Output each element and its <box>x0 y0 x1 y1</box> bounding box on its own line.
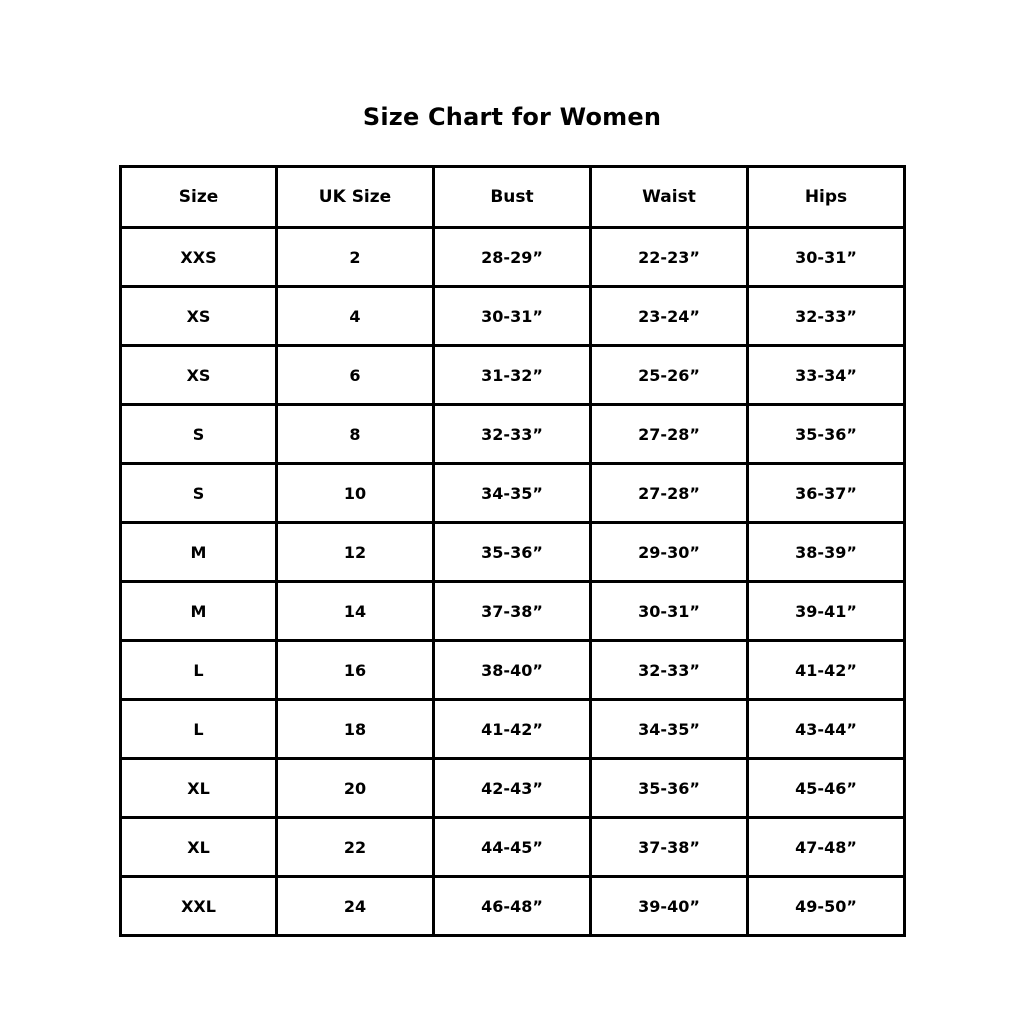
cell-bust: 46-48” <box>434 877 591 936</box>
cell-bust: 32-33” <box>434 405 591 464</box>
cell-uk-size: 12 <box>277 523 434 582</box>
cell-waist: 39-40” <box>591 877 748 936</box>
cell-waist: 37-38” <box>591 818 748 877</box>
size-chart-table <box>119 165 906 937</box>
cell-uk-size: 10 <box>277 464 434 523</box>
column-header-uk-size: UK Size <box>277 167 434 228</box>
cell-bust: 31-32” <box>434 346 591 405</box>
table-body <box>121 228 905 936</box>
cell-waist: 23-24” <box>591 287 748 346</box>
cell-hips: 41-42” <box>748 641 905 700</box>
cell-bust: 37-38” <box>434 582 591 641</box>
table-row <box>121 582 905 641</box>
cell-size: S <box>121 464 277 523</box>
cell-size: XL <box>121 759 277 818</box>
column-header-waist: Waist <box>591 167 748 228</box>
table-header-row <box>121 167 905 228</box>
cell-waist: 22-23” <box>591 228 748 287</box>
cell-uk-size: 4 <box>277 287 434 346</box>
cell-bust: 38-40” <box>434 641 591 700</box>
table-row <box>121 346 905 405</box>
table-row <box>121 287 905 346</box>
cell-waist: 30-31” <box>591 582 748 641</box>
cell-hips: 43-44” <box>748 700 905 759</box>
cell-uk-size: 22 <box>277 818 434 877</box>
cell-uk-size: 24 <box>277 877 434 936</box>
cell-size: S <box>121 405 277 464</box>
column-header-bust: Bust <box>434 167 591 228</box>
cell-waist: 34-35” <box>591 700 748 759</box>
cell-uk-size: 18 <box>277 700 434 759</box>
cell-bust: 44-45” <box>434 818 591 877</box>
cell-hips: 38-39” <box>748 523 905 582</box>
cell-waist: 32-33” <box>591 641 748 700</box>
cell-uk-size: 6 <box>277 346 434 405</box>
cell-hips: 33-34” <box>748 346 905 405</box>
table-header <box>121 167 905 228</box>
table-row <box>121 228 905 287</box>
cell-waist: 25-26” <box>591 346 748 405</box>
cell-hips: 45-46” <box>748 759 905 818</box>
table-row <box>121 700 905 759</box>
cell-bust: 34-35” <box>434 464 591 523</box>
cell-hips: 47-48” <box>748 818 905 877</box>
cell-size: L <box>121 641 277 700</box>
table-row <box>121 464 905 523</box>
cell-waist: 27-28” <box>591 405 748 464</box>
cell-size: L <box>121 700 277 759</box>
cell-size: XXS <box>121 228 277 287</box>
cell-bust: 30-31” <box>434 287 591 346</box>
cell-hips: 32-33” <box>748 287 905 346</box>
cell-uk-size: 16 <box>277 641 434 700</box>
cell-uk-size: 8 <box>277 405 434 464</box>
cell-size: XS <box>121 287 277 346</box>
cell-uk-size: 20 <box>277 759 434 818</box>
cell-uk-size: 14 <box>277 582 434 641</box>
cell-bust: 42-43” <box>434 759 591 818</box>
cell-hips: 35-36” <box>748 405 905 464</box>
cell-waist: 27-28” <box>591 464 748 523</box>
cell-size: XXL <box>121 877 277 936</box>
page-title: Size Chart for Women <box>362 103 662 131</box>
cell-size: XL <box>121 818 277 877</box>
cell-size: M <box>121 523 277 582</box>
table-row <box>121 523 905 582</box>
cell-size: XS <box>121 346 277 405</box>
cell-bust: 35-36” <box>434 523 591 582</box>
table-row <box>121 818 905 877</box>
cell-hips: 39-41” <box>748 582 905 641</box>
cell-bust: 28-29” <box>434 228 591 287</box>
cell-waist: 29-30” <box>591 523 748 582</box>
cell-hips: 49-50” <box>748 877 905 936</box>
table-row <box>121 759 905 818</box>
column-header-hips: Hips <box>748 167 905 228</box>
table-row <box>121 877 905 936</box>
size-chart-table-container <box>119 165 905 937</box>
cell-bust: 41-42” <box>434 700 591 759</box>
cell-uk-size: 2 <box>277 228 434 287</box>
cell-hips: 30-31” <box>748 228 905 287</box>
column-header-size: Size <box>121 167 277 228</box>
cell-hips: 36-37” <box>748 464 905 523</box>
cell-size: M <box>121 582 277 641</box>
table-row <box>121 641 905 700</box>
cell-waist: 35-36” <box>591 759 748 818</box>
table-row <box>121 405 905 464</box>
